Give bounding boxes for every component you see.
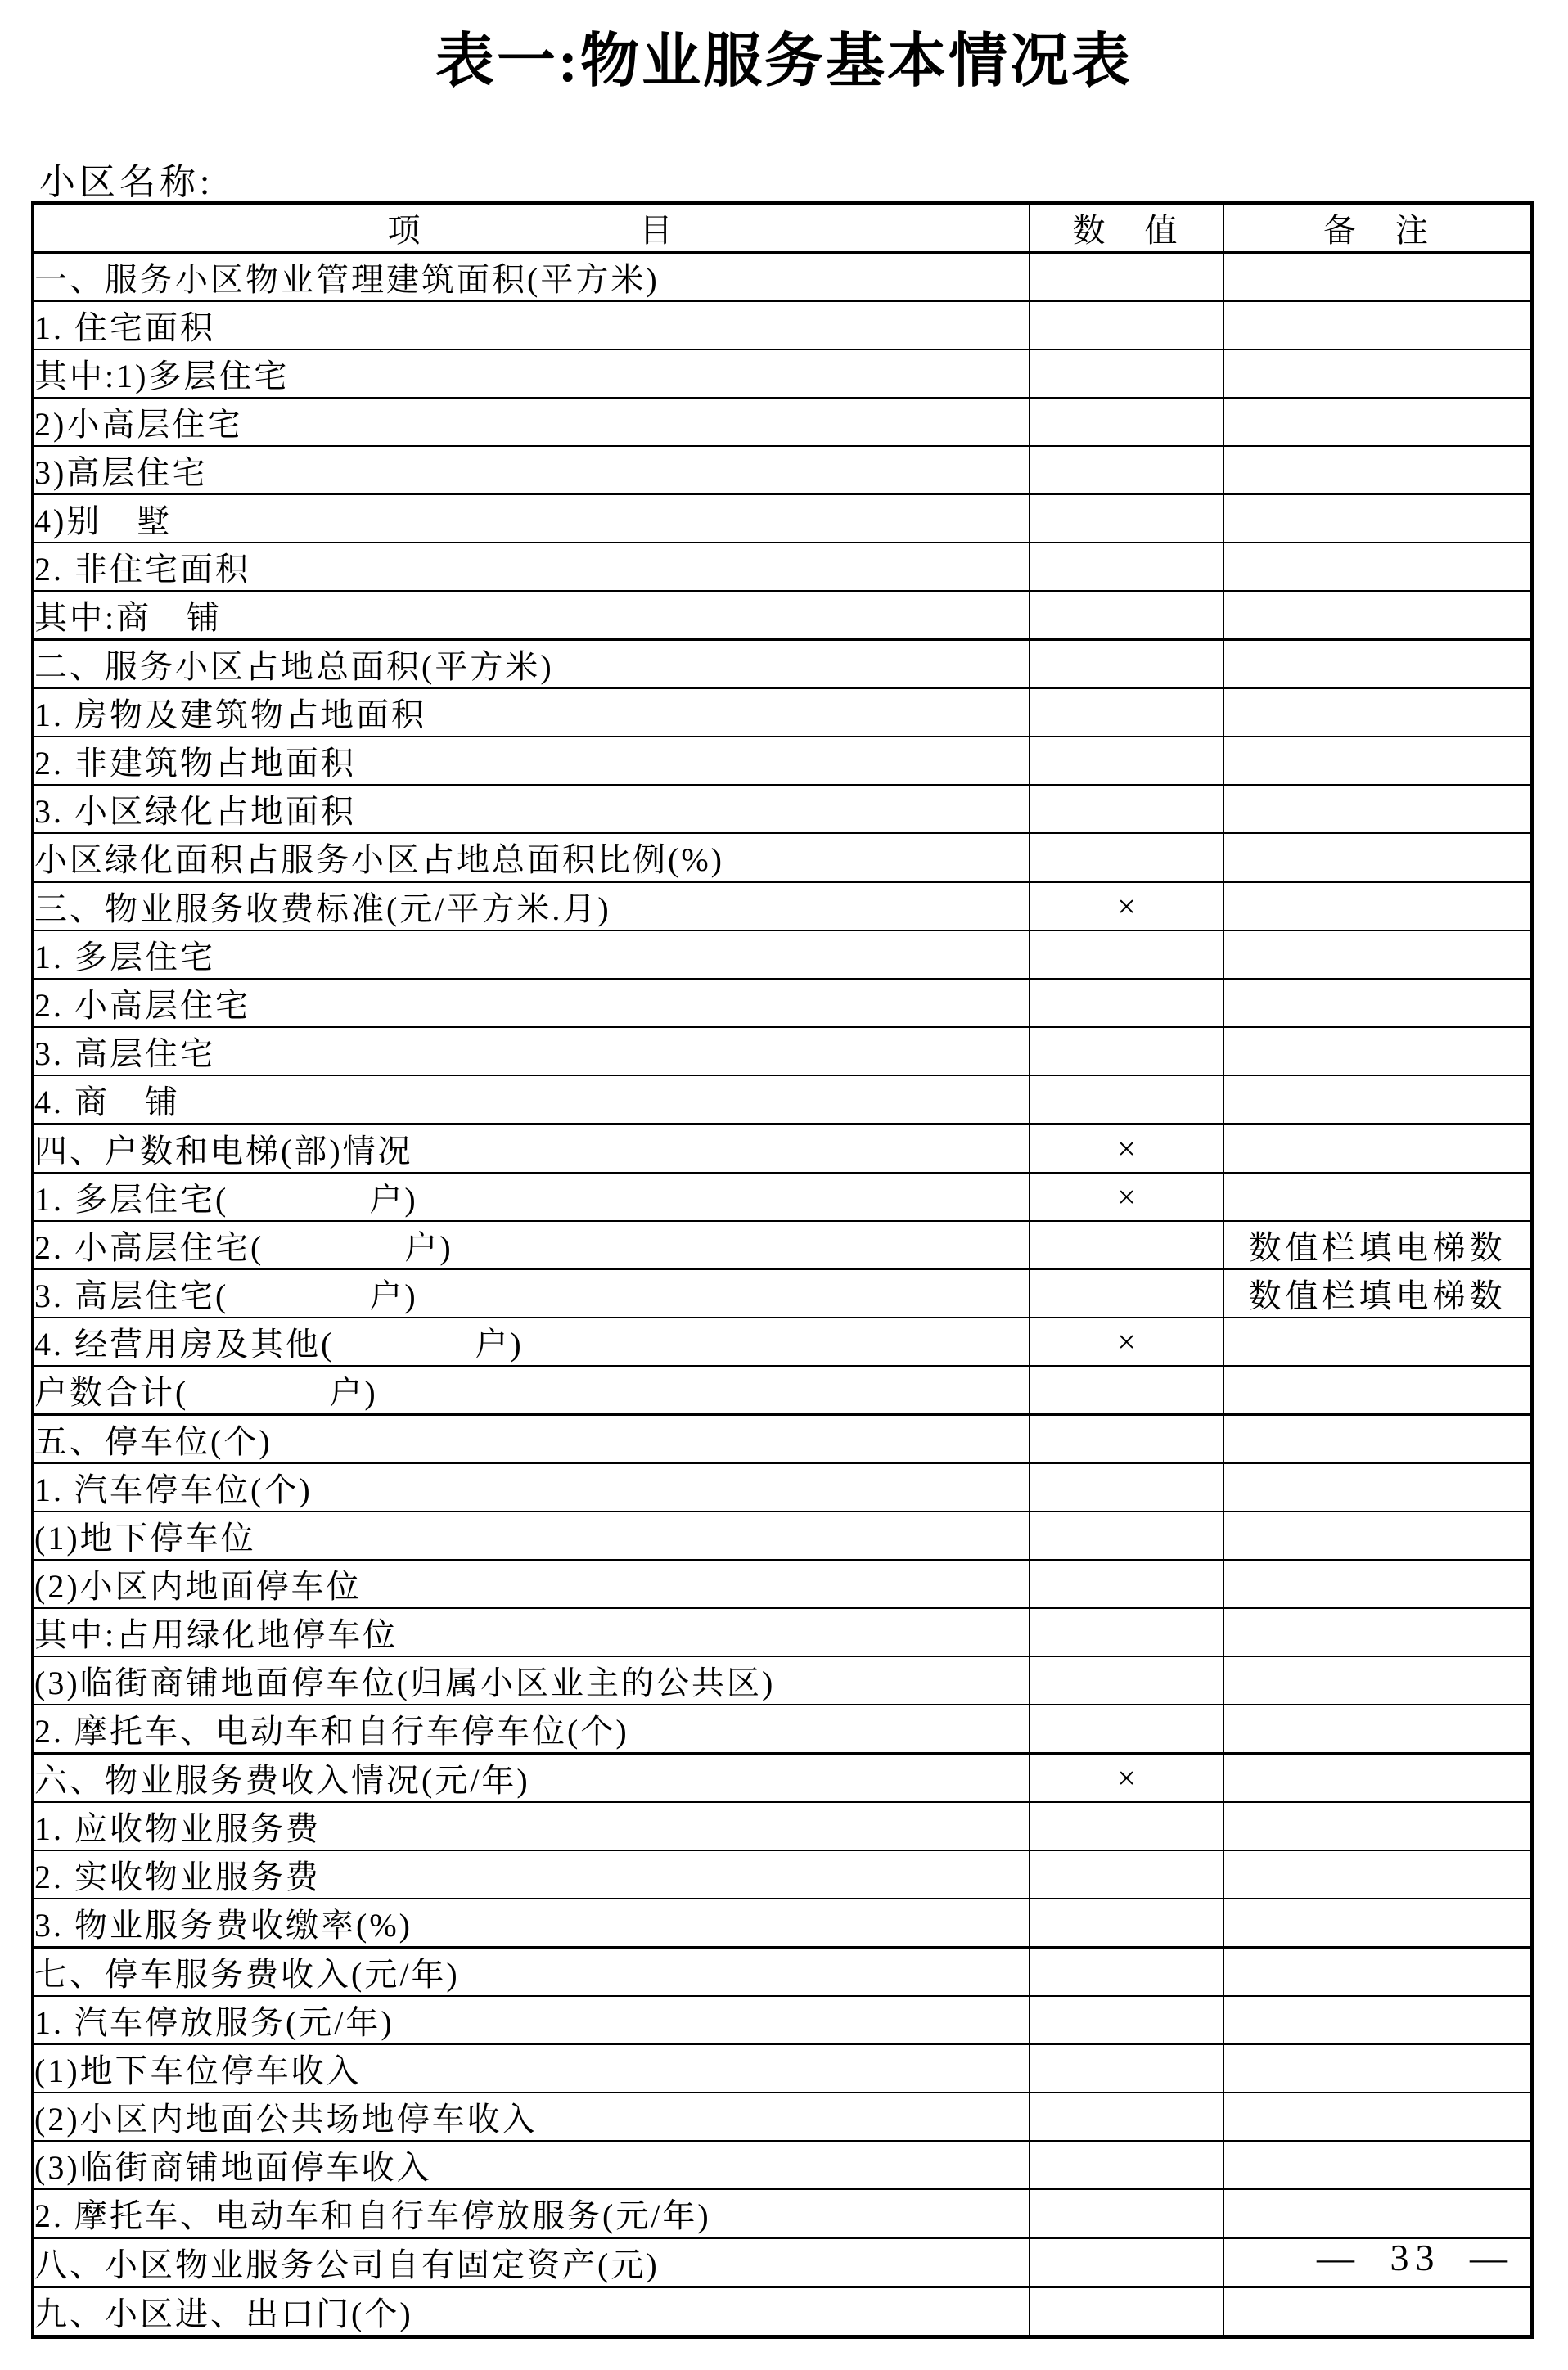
table-row	[33, 2093, 1532, 2141]
remark-cell	[1223, 882, 1532, 931]
remark-cell	[1223, 446, 1532, 494]
value-cell	[1030, 1996, 1223, 2044]
table-row	[33, 1124, 1532, 1174]
item-cell: 八、小区物业服务公司自有固定资产(元)	[33, 2238, 1030, 2287]
value-cell	[1030, 785, 1223, 833]
table-row	[33, 446, 1532, 494]
remark-cell	[1223, 543, 1532, 591]
value-cell	[1030, 1705, 1223, 1754]
value-cell	[1030, 2141, 1223, 2189]
item-cell: (2)小区内地面公共场地停车收入	[33, 2093, 1030, 2141]
item-cell: 其中:商 铺	[33, 591, 1030, 640]
header-row	[33, 203, 1532, 253]
value-cell	[1030, 2238, 1223, 2287]
table-row	[33, 2287, 1532, 2337]
item-cell: 2. 小高层住宅	[33, 979, 1030, 1027]
remark-cell	[1223, 930, 1532, 979]
property-service-table	[31, 201, 1534, 2339]
value-cell	[1030, 1221, 1223, 1269]
remark-cell	[1223, 1802, 1532, 1850]
value-cell	[1030, 1656, 1223, 1705]
remark-cell	[1223, 1318, 1532, 1366]
remark-cell	[1223, 979, 1532, 1027]
remark-cell	[1223, 1415, 1532, 1464]
remark-cell	[1223, 1463, 1532, 1512]
remark-cell	[1223, 688, 1532, 737]
value-cell	[1030, 1899, 1223, 1948]
item-cell: 2. 实收物业服务费	[33, 1850, 1030, 1899]
remark-cell	[1223, 640, 1532, 689]
table-row	[33, 737, 1532, 785]
table-row	[33, 1754, 1532, 1803]
remark-cell	[1223, 1512, 1532, 1560]
table-row	[33, 785, 1532, 833]
item-cell: 1. 汽车停车位(个)	[33, 1463, 1030, 1512]
table-row	[33, 1656, 1532, 1705]
item-cell: (3)临街商铺地面停车收入	[33, 2141, 1030, 2189]
value-cell	[1030, 2287, 1223, 2337]
table-row	[33, 1802, 1532, 1850]
table-row	[33, 1850, 1532, 1899]
value-cell	[1030, 737, 1223, 785]
remark-cell	[1223, 2093, 1532, 2141]
table-row	[33, 882, 1532, 931]
item-cell: 3)高层住宅	[33, 446, 1030, 494]
remark-cell	[1223, 2141, 1532, 2189]
table-row	[33, 2189, 1532, 2238]
table-row	[33, 1269, 1532, 1318]
value-cell	[1030, 1027, 1223, 1075]
item-cell: (1)地下车位停车收入	[33, 2044, 1030, 2093]
value-cell	[1030, 398, 1223, 446]
table-row	[33, 2238, 1532, 2287]
item-cell: 1. 多层住宅	[33, 930, 1030, 979]
value-cell	[1030, 1512, 1223, 1560]
table-row	[33, 1463, 1532, 1512]
item-cell: 4. 商 铺	[33, 1075, 1030, 1124]
value-cell	[1030, 979, 1223, 1027]
table-row	[33, 1948, 1532, 1997]
remark-cell	[1223, 1560, 1532, 1608]
value-cell	[1030, 1802, 1223, 1850]
item-cell: 3. 高层住宅( 户)	[33, 1269, 1030, 1318]
table-row	[33, 1608, 1532, 1656]
item-cell: 其中:占用绿化地停车位	[33, 1608, 1030, 1656]
remark-cell	[1223, 1173, 1532, 1221]
remark-cell	[1223, 494, 1532, 543]
table-row	[33, 979, 1532, 1027]
table-row	[33, 1899, 1532, 1948]
value-cell	[1030, 640, 1223, 689]
value-cell	[1030, 2189, 1223, 2238]
table-row	[33, 1560, 1532, 1608]
remark-cell	[1223, 833, 1532, 882]
table-row	[33, 591, 1532, 640]
item-cell: 1. 应收物业服务费	[33, 1802, 1030, 1850]
item-cell: (3)临街商铺地面停车位(归属小区业主的公共区)	[33, 1656, 1030, 1705]
value-cell	[1030, 591, 1223, 640]
item-cell: (1)地下停车位	[33, 1512, 1030, 1560]
remark-cell	[1223, 253, 1532, 302]
value-cell	[1030, 688, 1223, 737]
value-cell	[1030, 349, 1223, 398]
item-cell: 三、物业服务收费标准(元/平方米.月)	[33, 882, 1030, 931]
item-cell: 2. 非建筑物占地面积	[33, 737, 1030, 785]
remark-cell	[1223, 1366, 1532, 1415]
remark-cell	[1223, 398, 1532, 446]
table-row	[33, 2044, 1532, 2093]
table-row	[33, 301, 1532, 349]
item-cell: 2)小高层住宅	[33, 398, 1030, 446]
value-cell: ×	[1030, 1318, 1223, 1366]
remark-cell	[1223, 1850, 1532, 1899]
table-row	[33, 1221, 1532, 1269]
value-cell	[1030, 301, 1223, 349]
item-cell: 户数合计( 户)	[33, 1366, 1030, 1415]
table-row	[33, 1512, 1532, 1560]
value-cell: ×	[1030, 1754, 1223, 1803]
item-cell: 一、服务小区物业管理建筑面积(平方米)	[33, 253, 1030, 302]
remark-cell	[1223, 737, 1532, 785]
table-row	[33, 543, 1532, 591]
table-row	[33, 2141, 1532, 2189]
value-cell	[1030, 1850, 1223, 1899]
remark-cell	[1223, 349, 1532, 398]
table-row	[33, 349, 1532, 398]
table-row	[33, 1027, 1532, 1075]
table-row	[33, 1705, 1532, 1754]
remark-cell	[1223, 1899, 1532, 1948]
item-cell: 其中:1)多层住宅	[33, 349, 1030, 398]
table-row	[33, 1996, 1532, 2044]
value-cell	[1030, 1608, 1223, 1656]
remark-cell	[1223, 591, 1532, 640]
item-cell: 1. 住宅面积	[33, 301, 1030, 349]
estate-name-label: 小区名称:	[39, 162, 214, 202]
value-cell	[1030, 833, 1223, 882]
table-row	[33, 398, 1532, 446]
remark-cell	[1223, 301, 1532, 349]
col-header-value: 数 值	[1030, 203, 1223, 253]
item-cell: 2. 非住宅面积	[33, 543, 1030, 591]
value-cell	[1030, 1269, 1223, 1318]
value-cell	[1030, 930, 1223, 979]
item-cell: 六、物业服务费收入情况(元/年)	[33, 1754, 1030, 1803]
value-cell	[1030, 1463, 1223, 1512]
item-cell: 九、小区进、出口门(个)	[33, 2287, 1030, 2337]
table-row	[33, 688, 1532, 737]
remark-cell	[1223, 2044, 1532, 2093]
item-cell: 3. 高层住宅	[33, 1027, 1030, 1075]
remark-cell	[1223, 1656, 1532, 1705]
item-cell: 2. 小高层住宅( 户)	[33, 1221, 1030, 1269]
table-row	[33, 930, 1532, 979]
remark-cell	[1223, 1705, 1532, 1754]
item-cell: 2. 摩托车、电动车和自行车停放服务(元/年)	[33, 2189, 1030, 2238]
remark-cell	[1223, 1608, 1532, 1656]
table-row	[33, 640, 1532, 689]
col-header-item: 项 目	[33, 203, 1030, 253]
table-row	[33, 1075, 1532, 1124]
remark-cell	[1223, 2287, 1532, 2337]
value-cell: ×	[1030, 1173, 1223, 1221]
value-cell	[1030, 1560, 1223, 1608]
value-cell	[1030, 543, 1223, 591]
remark-cell	[1223, 1948, 1532, 1997]
value-cell: ×	[1030, 882, 1223, 931]
value-cell	[1030, 1415, 1223, 1464]
value-cell	[1030, 2044, 1223, 2093]
page-number: — 33 —	[1317, 2237, 1514, 2278]
item-cell: 2. 摩托车、电动车和自行车停车位(个)	[33, 1705, 1030, 1754]
item-cell: 五、停车位(个)	[33, 1415, 1030, 1464]
item-cell: 1. 房物及建筑物占地面积	[33, 688, 1030, 737]
item-cell: 1. 多层住宅( 户)	[33, 1173, 1030, 1221]
table-row	[33, 1318, 1532, 1366]
item-cell: 二、服务小区占地总面积(平方米)	[33, 640, 1030, 689]
item-cell: 1. 汽车停放服务(元/年)	[33, 1996, 1030, 2044]
table-row	[33, 833, 1532, 882]
item-cell: 七、停车服务费收入(元/年)	[33, 1948, 1030, 1997]
value-cell	[1030, 253, 1223, 302]
remark-cell	[1223, 1124, 1532, 1174]
remark-cell	[1223, 1754, 1532, 1803]
col-header-remark: 备 注	[1223, 203, 1532, 253]
item-cell: 3. 物业服务费收缴率(%)	[33, 1899, 1030, 1948]
remark-cell	[1223, 1075, 1532, 1124]
value-cell	[1030, 1948, 1223, 1997]
table-row	[33, 1415, 1532, 1464]
value-cell	[1030, 1366, 1223, 1415]
value-cell	[1030, 1075, 1223, 1124]
item-cell: 4)别 墅	[33, 494, 1030, 543]
value-cell	[1030, 446, 1223, 494]
item-cell: 3. 小区绿化占地面积	[33, 785, 1030, 833]
remark-cell	[1223, 2189, 1532, 2238]
remark-cell	[1223, 1027, 1532, 1075]
item-cell: 四、户数和电梯(部)情况	[33, 1124, 1030, 1174]
remark-cell: 数值栏填电梯数	[1223, 1221, 1532, 1269]
table-row	[33, 1366, 1532, 1415]
table-row	[33, 494, 1532, 543]
value-cell	[1030, 2093, 1223, 2141]
value-cell: ×	[1030, 1124, 1223, 1174]
table-row	[33, 1173, 1532, 1221]
remark-cell	[1223, 1996, 1532, 2044]
page-title: 表一:物业服务基本情况表	[435, 29, 1133, 94]
value-cell	[1030, 494, 1223, 543]
table-row	[33, 253, 1532, 302]
remark-cell	[1223, 785, 1532, 833]
remark-cell: 数值栏填电梯数	[1223, 1269, 1532, 1318]
item-cell: (2)小区内地面停车位	[33, 1560, 1030, 1608]
item-cell: 4. 经营用房及其他( 户)	[33, 1318, 1030, 1366]
item-cell: 小区绿化面积占服务小区占地总面积比例(%)	[33, 833, 1030, 882]
